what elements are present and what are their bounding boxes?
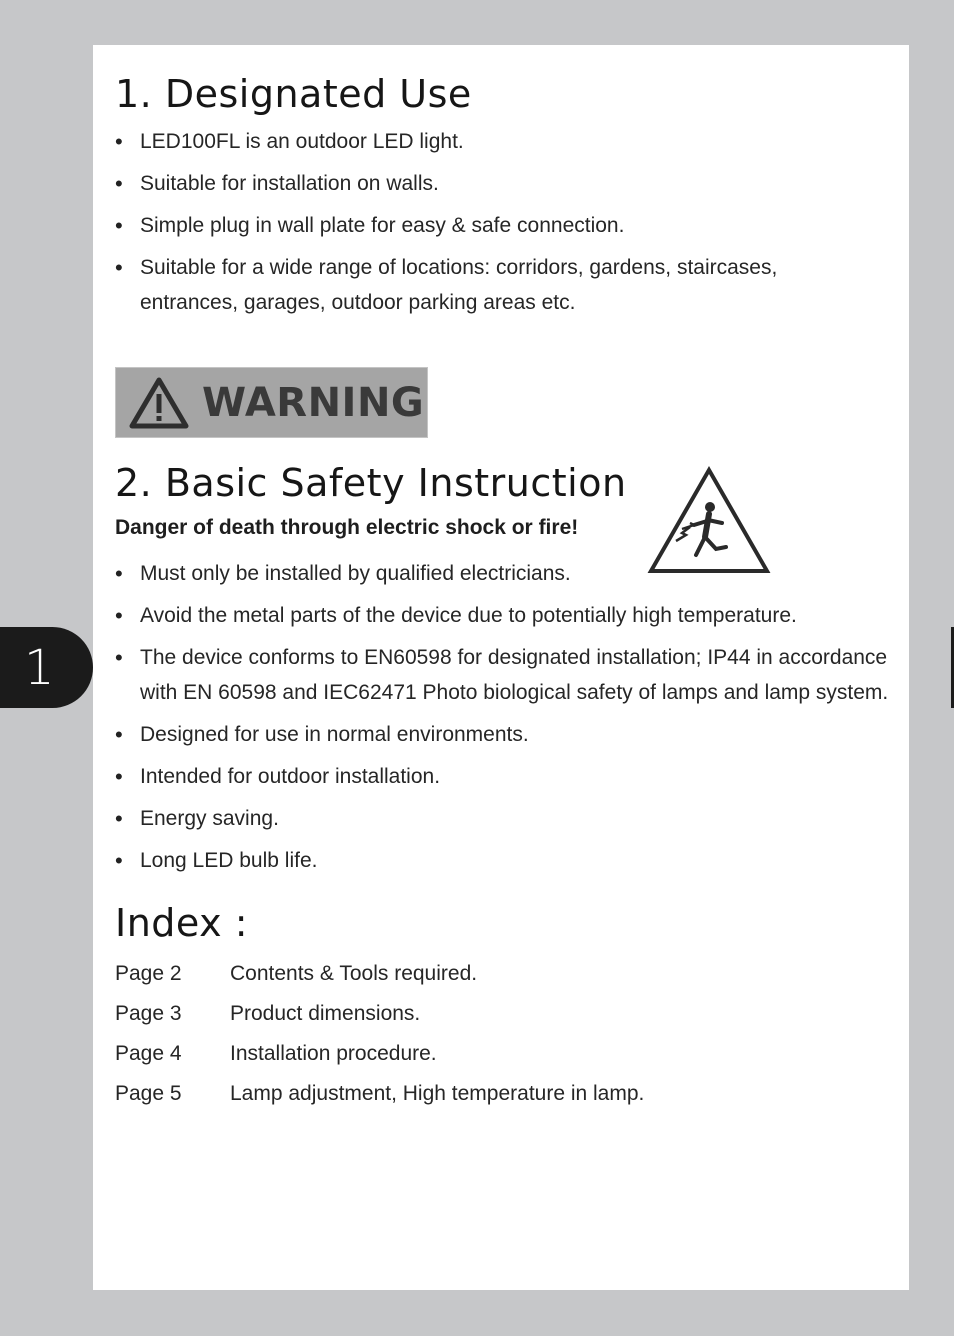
section2-title: 2. Basic Safety Instruction	[115, 461, 627, 505]
chapter-number: 1	[24, 639, 55, 696]
list-item: • Long LED bulb life.	[115, 843, 905, 878]
index-entry-text: Contents & Tools required.	[230, 962, 478, 985]
index-page-number: Page 4	[115, 1042, 182, 1065]
index-page-number: Page 3	[115, 1002, 182, 1025]
chapter-tab	[0, 627, 93, 708]
index-row	[115, 954, 644, 994]
list-item: • LED100FL is an outdoor LED light.	[115, 124, 875, 159]
index-entry-text: Lamp adjustment, High temperature in lamp.	[230, 1082, 645, 1105]
section1-title: 1. Designated Use	[115, 72, 472, 116]
warning-banner	[115, 367, 428, 438]
document-page	[93, 45, 909, 1290]
list-item: • Designed for use in normal environments.	[115, 717, 905, 752]
list-item: • Energy saving.	[115, 801, 905, 836]
index-entry-text: Product dimensions.	[230, 1002, 421, 1025]
index-page-number: Page 5	[115, 1082, 182, 1105]
index-entry-text: Installation procedure.	[230, 1042, 437, 1065]
index-row	[115, 994, 644, 1034]
list-item: • The device conforms to EN60598 for designated installation; IP44 in accordance with EN 60598 and IEC62471 Photo biological safety of lamps and lamp system.	[115, 640, 905, 710]
index-table	[115, 954, 644, 1114]
list-item: • Must only be installed by qualified electricians.	[115, 556, 905, 591]
warning-triangle-icon	[128, 376, 190, 430]
designated-use-list	[115, 124, 875, 327]
warning-label: WARNING	[202, 379, 425, 426]
index-page-number: Page 2	[115, 962, 182, 985]
index-title: Index :	[115, 901, 248, 945]
list-item: • Suitable for installation on walls.	[115, 166, 875, 201]
index-row	[115, 1074, 644, 1114]
safety-instructions-list	[115, 556, 905, 885]
index-row	[115, 1034, 644, 1074]
danger-warning-text: Danger of death through electric shock or fire!	[115, 516, 579, 539]
list-item: • Simple plug in wall plate for easy & safe connection.	[115, 208, 875, 243]
list-item: • Avoid the metal parts of the device due to potentially high temperature.	[115, 598, 905, 633]
list-item: • Suitable for a wide range of locations: corridors, gardens, staircases, entrances, garages, outdoor parking areas etc.	[115, 250, 875, 320]
list-item: • Intended for outdoor installation.	[115, 759, 905, 794]
